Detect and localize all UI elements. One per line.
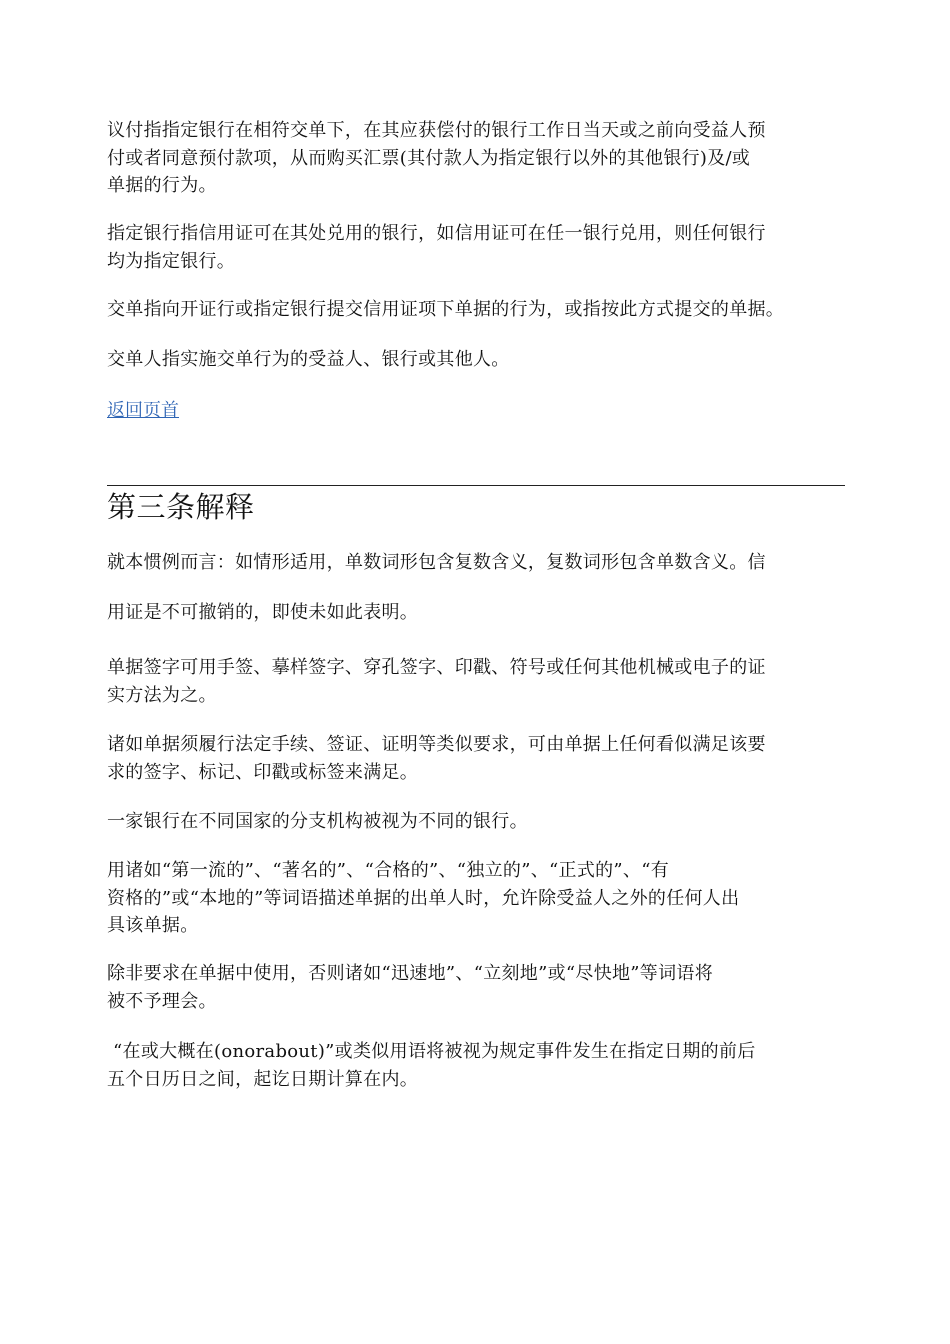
paragraph-irrevocable: 用证是不可撤销的，即使未如此表明。: [107, 602, 419, 623]
paragraph-issuer-descriptions: 用诸如“第一流的”、“著名的”、“合格的”、“独立的”、“正式的”、“有 资格的”或“本地的”等词语描述单据的出单人时，允许除受益人之外的任何人出 具该单据。: [107, 860, 740, 936]
paragraph-nominated-bank-definition: 指定银行指信用证可在其处兑用的银行，如信用证可在任一银行兑用，则任何银行 均为指定银行。: [107, 223, 766, 272]
document-page: [107, 0, 845, 1344]
paragraph-negotiation-definition: 议付指指定银行在相符交单下，在其应获偿付的银行工作日当天或之前向受益人预 付或者同意预付款项，从而购买汇票(其付款人为指定银行以外的其他银行)及/或 单据的行为。: [107, 120, 766, 196]
paragraph-prompt-terms: 除非要求在单据中使用，否则诸如“迅速地”、“立刻地”或“尽快地”等词语将 被不予理会。: [107, 963, 714, 1012]
article-3-heading: 第三条解释: [107, 490, 255, 524]
paragraph-presenter-definition: 交单人指实施交单行为的受益人、银行或其他人。: [107, 349, 510, 370]
back-to-top-link[interactable]: 返回页首: [107, 400, 179, 421]
paragraph-signature-methods: 单据签字可用手签、摹样签字、穿孔签字、印戳、符号或任何其他机械或电子的证 实方法为之。: [107, 657, 766, 706]
paragraph-presentation-definition: 交单指向开证行或指定银行提交信用证项下单据的行为，或指按此方式提交的单据。: [107, 299, 785, 320]
paragraph-singular-plural: 就本惯例而言：如情形适用，单数词形包含复数含义，复数词形包含单数含义。信: [107, 552, 766, 573]
paragraph-on-or-about: “在或大概在(onorabout)”或类似用语将被视为规定事件发生在指定日期的前后 五个日历日之间，起讫日期计算在内。: [107, 1041, 756, 1090]
paragraph-legalization-requirements: 诸如单据须履行法定手续、签证、证明等类似要求，可由单据上任何看似满足该要 求的签字、标记、印戳或标签来满足。: [107, 734, 766, 783]
paragraph-branches-separate-banks: 一家银行在不同国家的分支机构被视为不同的银行。: [107, 811, 528, 832]
section-divider: [107, 485, 845, 486]
